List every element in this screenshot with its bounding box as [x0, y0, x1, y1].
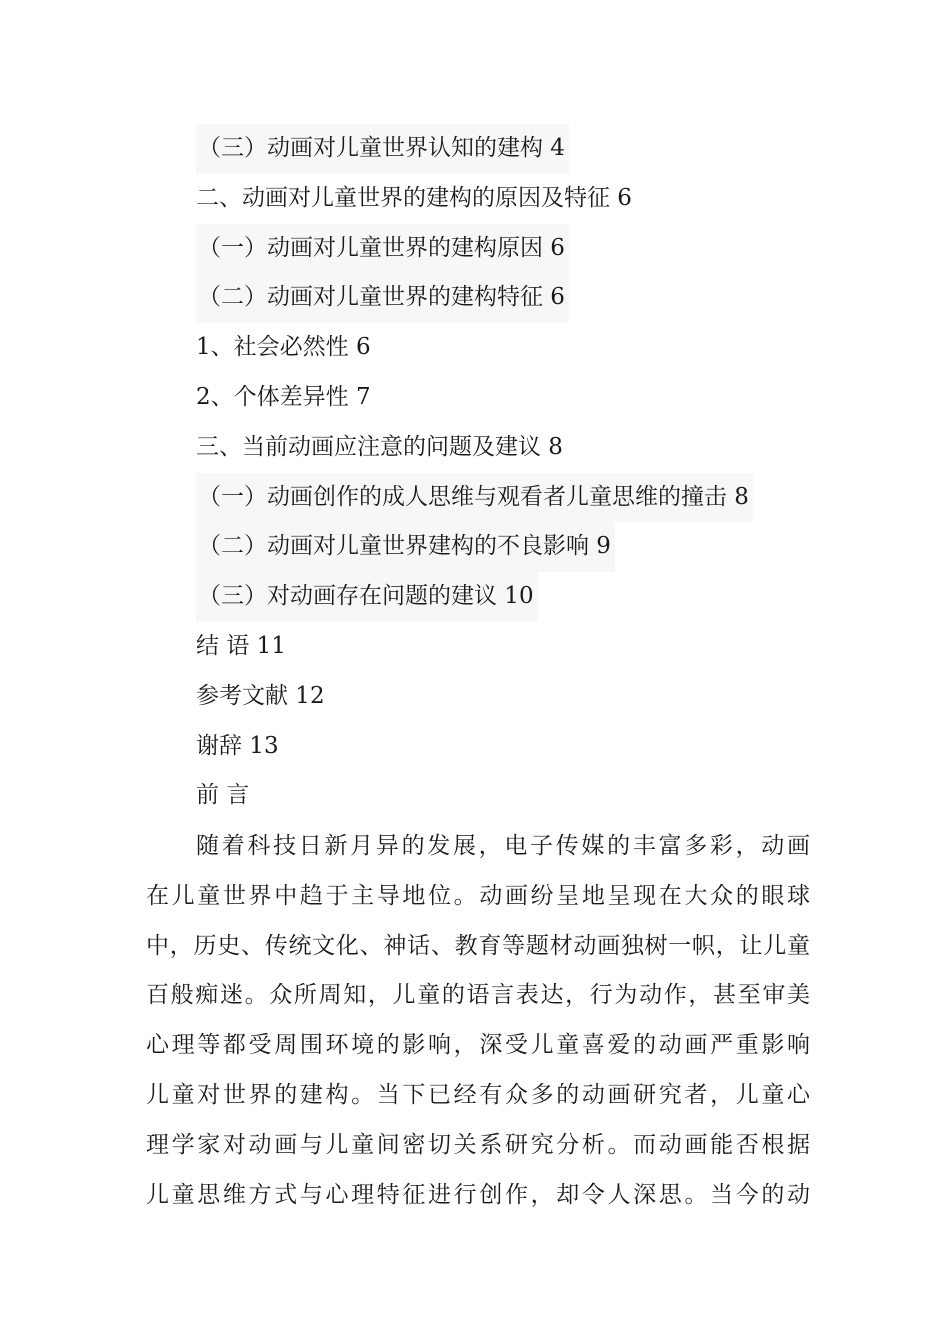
- toc-entry-text: 1、社会必然性 6: [196, 334, 371, 361]
- toc-entry-text: 谢辞 13: [196, 732, 279, 759]
- toc-entry: [0, 722, 950, 772]
- toc-entry-text: （三）动画对儿童世界认知的建构 4: [196, 124, 569, 174]
- toc-entry-text: （二）动画对儿童世界建构的不良影响 9: [196, 522, 615, 572]
- toc-entry-text: 结 语 11: [196, 632, 286, 659]
- toc-entry-text: 三、当前动画应注意的问题及建议 8: [196, 433, 563, 460]
- toc-entry: [0, 124, 950, 174]
- preface-body: [146, 822, 810, 1220]
- toc-entry: [0, 622, 950, 672]
- toc-entry: [0, 273, 950, 323]
- toc-entry: [0, 672, 950, 722]
- body-line: 儿童对世界的建构。当下已经有众多的动画研究者，儿童心: [146, 1081, 810, 1108]
- toc-entry-text: （二）动画对儿童世界的建构特征 6: [196, 273, 569, 323]
- toc-entry-text: 二、动画对儿童世界的建构的原因及特征 6: [196, 184, 632, 211]
- body-line: 在儿童世界中趋于主导地位。动画纷呈地呈现在大众的眼球: [146, 882, 810, 909]
- body-line: 中，历史、传统文化、神话、教育等题材动画独树一帜，让儿童: [146, 932, 810, 959]
- body-line: 百般痴迷。众所周知，儿童的语言表达，行为动作，甚至审美: [146, 982, 810, 1009]
- table-of-contents: [0, 124, 950, 821]
- body-line: 理学家对动画与儿童间密切关系研究分析。而动画能否根据: [146, 1131, 810, 1158]
- toc-entry: [0, 522, 950, 572]
- body-line: 随着科技日新月异的发展，电子传媒的丰富多彩，动画: [196, 833, 810, 859]
- toc-entry-text: 2、个体差异性 7: [196, 383, 371, 410]
- toc-entry-text: （一）动画对儿童世界的建构原因 6: [196, 224, 569, 274]
- toc-entry-text: 参考文献 12: [196, 682, 325, 709]
- preface-heading-text: 前 言: [196, 782, 250, 809]
- toc-entry: [0, 473, 950, 523]
- toc-entry: [0, 423, 950, 473]
- toc-entry: [0, 323, 950, 373]
- toc-entry: [0, 572, 950, 622]
- toc-entry-text: （三）对动画存在问题的建议 10: [196, 572, 538, 622]
- toc-entry: [0, 174, 950, 224]
- toc-entry-text: （一）动画创作的成人思维与观看者儿童思维的撞击 8: [196, 473, 753, 523]
- preface-heading: [0, 771, 950, 821]
- body-line: 心理等都受周围环境的影响，深受儿童喜爱的动画严重影响: [146, 1032, 810, 1059]
- toc-entry: [0, 373, 950, 423]
- body-line: 儿童思维方式与心理特征进行创作，却令人深思。当今的动: [146, 1181, 810, 1208]
- toc-entry: [0, 224, 950, 274]
